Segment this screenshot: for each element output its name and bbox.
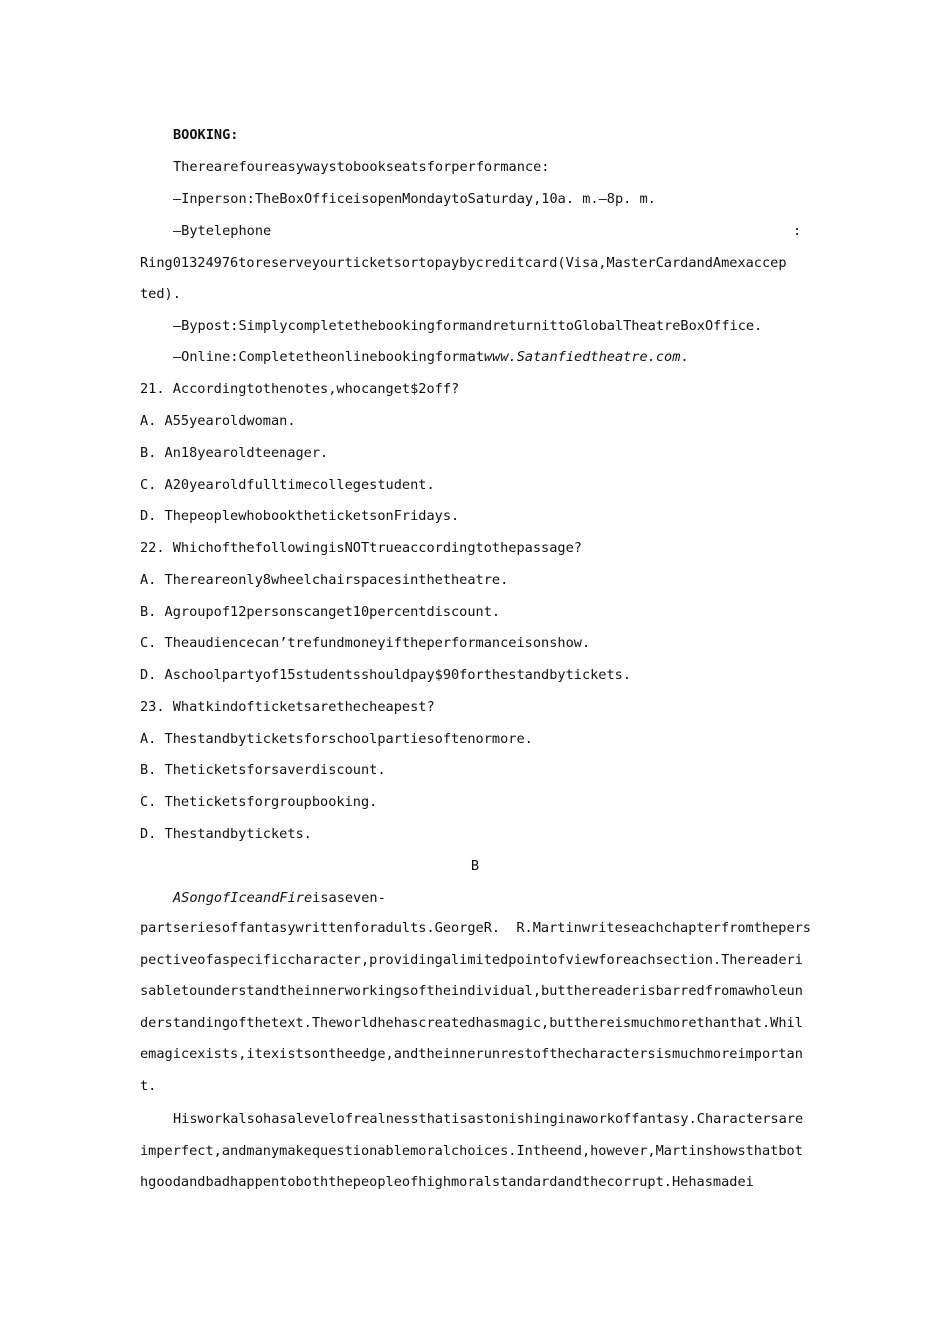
question-21-option-b: B. An18yearoldteenager. [140,445,329,461]
section-b-paragraph-2: Hisworkalsohasalevelofrealnessthatisastonishinginaworkoffantasy.Charactersareimperfect,andmanymakequestionablemoralchoices.Intheend,however,Martinshowsthatbothgoodandbadhappentoboththepeopleofhighmoralstandardandthecorrupt.Hehasmadei [140,1111,804,1191]
question-22-option-c: C. Theaudiencecan’trefundmoneyiftheperformanceisonshow. [140,635,591,651]
section-b-p1-first-rest: isaseven- [312,890,386,906]
question-21-option-c: C. A20yearoldfulltimecollegestudent. [140,477,435,493]
question-22-stem: 22. WhichofthefollowingisNOTtrueaccordingtothepassage? [140,540,582,556]
question-23-option-b: B. Theticketsforsaverdiscount. [140,762,386,778]
question-21-stem: 21. Accordingtothenotes,whocanget$2off? [140,381,460,397]
question-21-option-a: A. A55yearoldwoman. [140,413,296,429]
booking-post: —Bypost:SimplycompletethebookingformandreturnittoGlobalTheatreBoxOffice. [173,318,763,334]
booking-intro: Therearefoureasywaystobookseatsforperformance: [173,159,550,175]
book-title: ASongofIceandFire [173,890,313,906]
question-22-option-a: A. Thereareonly8wheelchairspacesinthetheatre. [140,572,509,588]
question-23-stem: 23. Whatkindofticketsarethecheapest? [140,699,435,715]
booking-heading: BOOKING: [173,127,239,143]
section-b-label: B [470,858,480,874]
question-23-option-d: D. Thestandbytickets. [140,826,312,842]
question-23-option-a: A. Thestandbyticketsforschoolpartiesoftenormore. [140,731,533,747]
booking-telephone-colon: : [793,223,802,239]
booking-in-person: —Inperson:TheBoxOfficeisopenMondaytoSaturday,10a. m.—8p. m. [173,191,656,207]
booking-online-label: —Online:Completetheonlinebookingformat [173,349,484,365]
booking-online-end: . [680,349,689,365]
booking-telephone-label: —Bytelephone [173,223,272,239]
section-b-p1-first-line [173,889,386,907]
section-b-paragraph-1: partseriesoffantasywrittenforadults.GeorgeR. R.Martinwriteseachchapterfromtheperspectiveofaspecificcharacter,providingalimitedpointofviewforeachsection.Thereaderisabletounderstandtheinnerworkingsoftheindividual,butthereaderisbarredfromawholeunderstandingofthetext.Theworldhehascreatedhasmagic,butthereismuchmorethanthat.Whilemagicexists,itexistsontheedge,andtheinnerunrestofthecharactersismuchmoreimportant. [140,920,811,1094]
booking-online-url: www.Satanfiedtheatre.com [484,349,681,365]
question-22-option-d: D. Aschoolpartyof15studentsshouldpay$90forthestandbytickets. [140,667,632,683]
booking-telephone-line-2: ted). [140,286,181,302]
question-22-option-b: B. Agroupof12personscanget10percentdiscount. [140,604,501,620]
booking-telephone-line-1: Ring01324976toreserveyourticketsortopaybycreditcard(Visa,MasterCardandAmexaccep [140,255,787,271]
booking-online [173,348,689,366]
question-21-option-d: D. ThepeoplewhobooktheticketsonFridays. [140,508,460,524]
question-23-option-c: C. Theticketsforgroupbooking. [140,794,378,810]
